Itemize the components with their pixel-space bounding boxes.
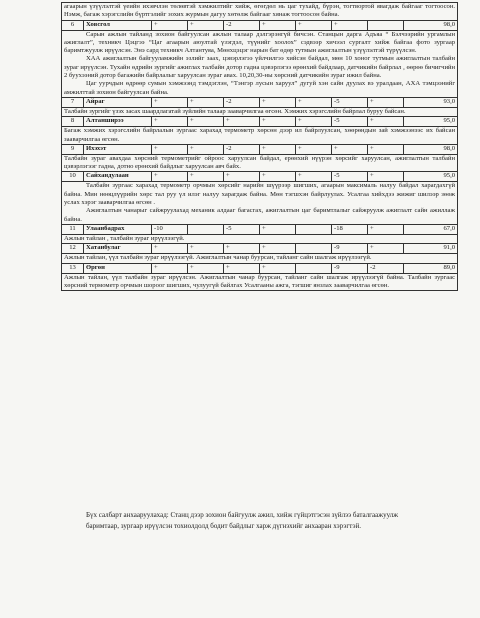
station-score: 98,0: [404, 144, 458, 154]
criteria-cell: +: [188, 97, 224, 107]
station-notes: [62, 107, 458, 116]
station-name: Ховсгол: [84, 20, 152, 30]
criteria-cell: +: [368, 224, 404, 234]
station-notes: [62, 154, 458, 172]
criteria-cell: +: [152, 97, 188, 107]
station-notes: [62, 254, 458, 263]
notes-paragraph: ХАА ажиглалтын байгууламжийн эзлийг заах, цэвэрлэгээ үйлчилгээ хийсэн байдал, мөн 10 хоног тутмын ажиглалтын талбайн зураг ирүүлсэн. Тухайн өдрийн зургийг ажиглах талбайн дотор гадна цэвэрлэгээ өрөнхий байдлаар, датчикийн байрлал , өөрөө бичигчийн 2 буухээний дотор багажийн байрлалыг харуулсан зураг авах. 10,20,30-ны хөрсний датчикийн зураг ижил байна.: [64, 55, 456, 80]
station-notes: [62, 273, 458, 291]
criteria-cell: -2: [224, 97, 260, 107]
station-number: 10: [62, 172, 84, 182]
criteria-cell: -9: [332, 244, 368, 254]
criteria-cell: +: [224, 117, 260, 127]
criteria-cell: +: [260, 117, 296, 127]
station-number: 11: [62, 224, 84, 234]
criteria-cell: +: [152, 20, 188, 30]
criteria-cell: +: [152, 244, 188, 254]
criteria-cell: +: [188, 172, 224, 182]
criteria-cell: +: [224, 172, 260, 182]
criteria-cell: [296, 263, 332, 273]
station-score: 89,0: [404, 263, 458, 273]
footer-note: Бүх салбарт анхааруулахад: Станц дээр зохион байгуулж ажил, хийж гүйцэтгэсэн зүйлээ баталгаажуулж баримтаар, зургаар ирүүлсэн тохиолдолд бодит байдлыг харж дүгнэхийг анхааран хэрэгтэй.: [86, 511, 399, 530]
station-header-row: [62, 97, 458, 107]
criteria-cell: -5: [332, 172, 368, 182]
notes-paragraph: Ажлын тайлан , талбайн зураг ирүүлээгүй.: [64, 234, 185, 242]
criteria-cell: +: [368, 172, 404, 182]
station-notes-row: [62, 273, 458, 291]
criteria-cell: -2: [224, 20, 260, 30]
criteria-cell: [296, 224, 332, 234]
criteria-cell: +: [152, 263, 188, 273]
description-text: агаарын үзүүлэлтэй үеийн ихэвчлэн төлөвтэй хэмжилтийг хийж, өгөгдөл нь цаг тухайд, бүрэн, тогтвортой явагдаж байгааг тогтоосон. Нэмж, багаж хэрэгслийн бүртгэлийг зохих журмын дагуу хөтөлж байгааг хянаж тогтоосон байна.: [64, 3, 456, 19]
criteria-cell: +: [260, 144, 296, 154]
station-notes-row: [62, 127, 458, 145]
station-notes-row: [62, 30, 458, 97]
station-header-row: [62, 172, 458, 182]
criteria-cell: [296, 244, 332, 254]
criteria-cell: +: [368, 244, 404, 254]
criteria-cell: +: [260, 97, 296, 107]
criteria-cell: -18: [332, 224, 368, 234]
criteria-cell: +: [260, 224, 296, 234]
criteria-cell: +: [188, 263, 224, 273]
station-number: 9: [62, 144, 84, 154]
station-name: Алтанширээ: [84, 117, 152, 127]
criteria-cell: [368, 20, 404, 30]
station-notes: [62, 234, 458, 243]
station-score: 98,0: [404, 20, 458, 30]
criteria-cell: -5: [332, 97, 368, 107]
criteria-cell: +: [260, 263, 296, 273]
notes-paragraph: Талбайн зургийг үзэх засах шаардлагатай зүйлийн талаар зааварчилгаа өгсөн. Хэмжих хэрэгслийн байрлал буруу байсан.: [64, 107, 406, 115]
station-header-row: [62, 263, 458, 273]
notes-paragraph: Ажиглалтын чанарыг сайжруулахад механик алдааг багасгах, ажиглалтын цаг баримтлалыг сайжруулж ажиглалт сайн ажиллаж байна.: [64, 207, 456, 223]
station-header-row: [62, 244, 458, 254]
station-score: 95,0: [404, 172, 458, 182]
station-header-row: [62, 224, 458, 234]
notes-paragraph: Ажлын тайлан, үүл талбайн зураг ирүүлсэн. Ажиглалтын чанар буурсан, тайланг сайн шалгаж ирүүлээгүй байна. Талбайн зургаас хөрсний термометр орчмын шороог шигших, чулуугүй байлгах Усалгааны ажга, тэгшиг янзлах зааварчилгаа өгсөн.: [64, 273, 456, 289]
criteria-cell: +: [296, 144, 332, 154]
station-header-row: [62, 117, 458, 127]
station-name: Улаанбадрах: [84, 224, 152, 234]
station-notes-row: [62, 254, 458, 263]
notes-paragraph: Талбайн зураг авахдаа хөрсний термометрийг ойроос харуулсан байдал, ерөнхий нүүрэн хөрсийг харуулсан, ажиглалтын талбайн цэвэрлэгээг гадна, дотно ерөнхий байдлыг харуулсан авч байх.: [64, 154, 456, 171]
criteria-cell: -5: [332, 117, 368, 127]
station-score: 91,0: [404, 244, 458, 254]
criteria-cell: +: [188, 144, 224, 154]
station-score: 93,0: [404, 97, 458, 107]
station-number: 8: [62, 117, 84, 127]
criteria-cell: +: [260, 20, 296, 30]
criteria-cell: +: [152, 144, 188, 154]
criteria-cell: +: [296, 97, 332, 107]
station-notes: [62, 127, 458, 145]
criteria-cell: +: [368, 144, 404, 154]
station-notes-row: [62, 182, 458, 224]
criteria-cell: +: [296, 117, 332, 127]
station-notes: [62, 182, 458, 224]
station-name: Сайхандулаан: [84, 172, 152, 182]
criteria-cell: +: [224, 263, 260, 273]
criteria-cell: +: [368, 97, 404, 107]
station-notes-row: [62, 154, 458, 172]
station-number: 13: [62, 263, 84, 273]
station-number: 12: [62, 244, 84, 254]
station-name: Өргөн: [84, 263, 152, 273]
criteria-cell: +: [260, 244, 296, 254]
station-evaluation-table: [61, 2, 458, 291]
criteria-cell: -5: [224, 224, 260, 234]
criteria-cell: +: [368, 117, 404, 127]
station-name: Айраг: [84, 97, 152, 107]
notes-paragraph: Цаг уурчдын өдрөөр сумын хэмжээнд тэмдэглэн, “Тэнгэр лусын харуул” дугуй хэн сайн дуулах вэ уралдаан, АХА тэмцээнийг амжилттай зохион байгуулсан байна.: [64, 80, 456, 96]
criteria-cell: +: [260, 172, 296, 182]
criteria-cell: +: [296, 172, 332, 182]
criteria-cell: +: [332, 144, 368, 154]
station-name: Хатанбулаг: [84, 244, 152, 254]
criteria-cell: -10: [152, 224, 188, 234]
criteria-cell: +: [152, 172, 188, 182]
station-number: 6: [62, 20, 84, 30]
notes-paragraph: Сарын ажлын тайланд зохион байгуулсан ажлын талаар дэлгэрэнгүй бичсэн. Станцын дарга Адъяа “ Бэлчээрийн ургамлын ажиглалт”, техникч Цэцгээ “Цаг агаарын аюултай үзэгдэл, түүнийг хоолох” сэдвээр хичээл сургалт хийж байгаа фото зургаар баримтжуулж ирүүлсэн. Энэ сард техникч Алтантуяа, Мөнхцэцэг нарын бат өдөр тутмын ажиглалтын үзүүлэлтэй түрүүлсэн.: [64, 30, 456, 55]
notes-paragraph: Багаж хэмжих хэрэгслийн байрлалын зургаас харахад термометр хөрсөн дээр ил байрлуулсан, хөөрөндын зай хэмжээнээс их байсан зааварчилгаа өгсөн.: [64, 127, 456, 143]
criteria-cell: +: [296, 20, 332, 30]
station-header-row: [62, 144, 458, 154]
station-name: Ихэхэт: [84, 144, 152, 154]
station-notes: [62, 30, 458, 97]
station-notes-row: [62, 234, 458, 243]
criteria-cell: +: [188, 244, 224, 254]
continued-description: [62, 3, 458, 21]
criteria-cell: +: [224, 244, 260, 254]
criteria-cell: -2: [224, 144, 260, 154]
station-notes-row: [62, 107, 458, 116]
station-number: 7: [62, 97, 84, 107]
criteria-cell: +: [332, 20, 368, 30]
notes-paragraph: Талбайн зургаас харахад термометр орчмын хөрсийг нарийн шүүрээр шигших, агаарын максималь налуу байдал харагдахгүй байна. Мин нөөцлүүрийн хөрс тал руу үл илэг налуу харагдаж байна. Мөн тэгшхэн байрлуулах. Усалгаа хийхдээ жижиг шилээр зөөж услах хэрэг зааварчилгаа өгсөн .: [64, 182, 456, 207]
criteria-cell: +: [188, 117, 224, 127]
criteria-cell: +: [188, 20, 224, 30]
station-score: 67,0: [404, 224, 458, 234]
station-score: 95,0: [404, 117, 458, 127]
criteria-cell: +: [152, 117, 188, 127]
station-header-row: [62, 20, 458, 30]
criteria-cell: -9: [332, 263, 368, 273]
notes-paragraph: Ажлын тайлан, үүл талбайн зураг ирүүлээгүй. Ажиглалтын чанар буурсан, тайланг сайн шалгаж ирүүлээгүй.: [64, 254, 372, 262]
criteria-cell: [188, 224, 224, 234]
criteria-cell: -2: [368, 263, 404, 273]
